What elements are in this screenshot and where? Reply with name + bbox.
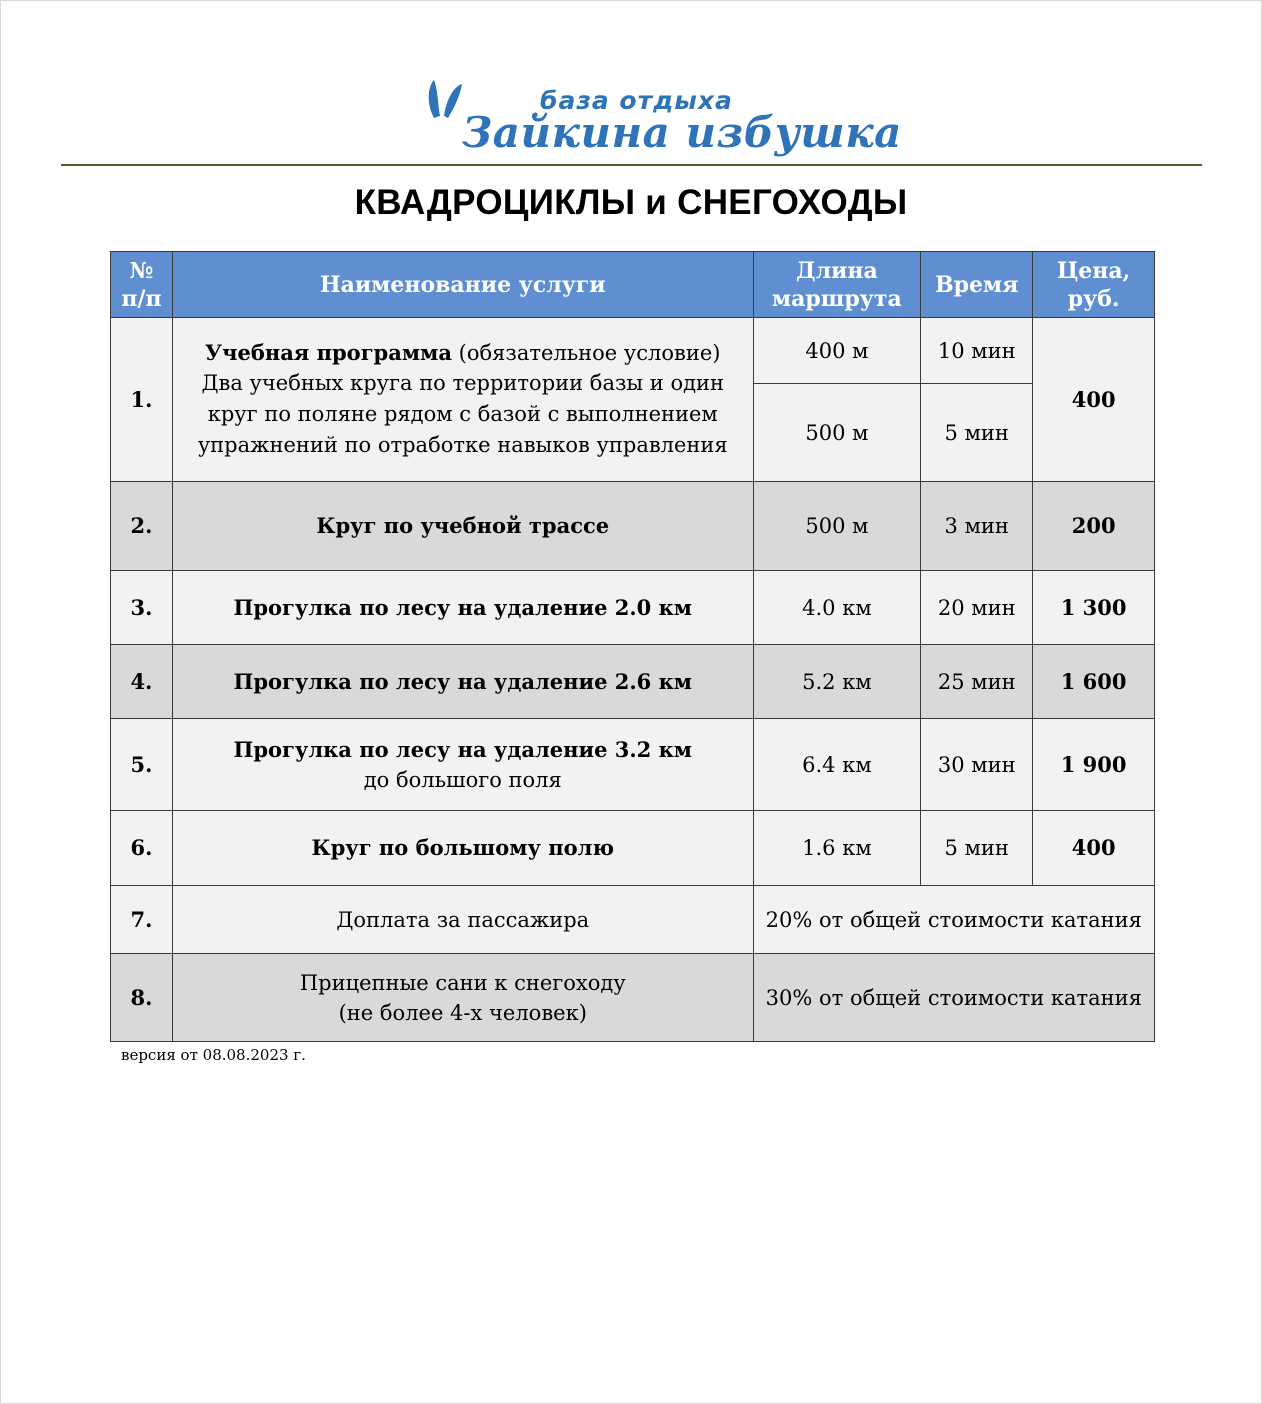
row-time: 5 мин (921, 384, 1033, 482)
header-service: Наименование услуги (172, 252, 753, 318)
header-length: Длина маршрута (753, 252, 921, 318)
row-service (172, 318, 753, 482)
row-num: 2. (111, 482, 173, 571)
table-row (111, 645, 1155, 719)
logo-subtitle: база отдыха (540, 86, 733, 115)
row-title: Доплата за пассажира (172, 886, 753, 954)
table-row (111, 954, 1155, 1042)
row-length: 500 м (753, 482, 921, 571)
bunny-icon (424, 78, 464, 158)
row-time: 10 мин (921, 318, 1033, 384)
row-num: 5. (111, 719, 173, 811)
row-title: Прицепные сани к снегоходу (299, 970, 626, 995)
row-num: 4. (111, 645, 173, 719)
page-title: КВАДРОЦИКЛЫ и СНЕГОХОДЫ (354, 183, 908, 222)
header-price: Цена, руб. (1033, 252, 1155, 318)
table-row (111, 318, 1155, 384)
row-num: 8. (111, 954, 173, 1042)
table-row (111, 482, 1155, 571)
row-num: 3. (111, 571, 173, 645)
table-row (111, 571, 1155, 645)
row-num: 1. (111, 318, 173, 482)
row-title: Учебная программа (205, 340, 452, 365)
row-price: 400 (1033, 811, 1155, 886)
table-header-row (111, 252, 1155, 318)
table-row (111, 811, 1155, 886)
table-row (111, 886, 1155, 954)
table-row (111, 719, 1155, 811)
row-title: Круг по большому полю (172, 811, 753, 886)
price-table (110, 251, 1155, 1042)
row-time: 20 мин (921, 571, 1033, 645)
row-description: Два учебных круга по территории базы и один круг по поляне рядом с базой с выполнением упражнений по отработке навыков управления (197, 371, 728, 457)
row-title: Прогулка по лесу на удаление 3.2 км (233, 736, 692, 762)
header-time: Время (921, 252, 1033, 318)
row-title: Круг по учебной трассе (172, 482, 753, 571)
row-length: 500 м (753, 384, 921, 482)
row-extra: 20% от общей стоимости катания (753, 886, 1154, 954)
row-price: 200 (1033, 482, 1155, 571)
logo-name: Зайкина избушка (462, 108, 902, 157)
row-time: 5 мин (921, 811, 1033, 886)
row-price: 400 (1033, 318, 1155, 482)
row-length: 400 м (753, 318, 921, 384)
row-price: 1 600 (1033, 645, 1155, 719)
row-num: 7. (111, 886, 173, 954)
row-num: 6. (111, 811, 173, 886)
logo (422, 78, 902, 168)
row-title: Прогулка по лесу на удаление 2.6 км (172, 645, 753, 719)
header-divider (61, 164, 1202, 166)
row-service (172, 954, 753, 1042)
row-price: 1 300 (1033, 571, 1155, 645)
row-subtitle: (не более 4-х человек) (338, 1000, 587, 1025)
row-length: 1.6 км (753, 811, 921, 886)
row-subtitle: до большого поля (363, 767, 562, 792)
row-time: 25 мин (921, 645, 1033, 719)
row-price: 1 900 (1033, 719, 1155, 811)
row-service (172, 719, 753, 811)
row-length: 5.2 км (753, 645, 921, 719)
version-note: версия от 08.08.2023 г. (121, 1046, 306, 1064)
row-extra: 30% от общей стоимости катания (753, 954, 1154, 1042)
row-length: 6.4 км (753, 719, 921, 811)
row-length: 4.0 км (753, 571, 921, 645)
row-title: Прогулка по лесу на удаление 2.0 км (172, 571, 753, 645)
header-num: № п/п (111, 252, 173, 318)
row-time: 3 мин (921, 482, 1033, 571)
row-time: 30 мин (921, 719, 1033, 811)
row-note: (обязательное условие) (458, 341, 721, 365)
